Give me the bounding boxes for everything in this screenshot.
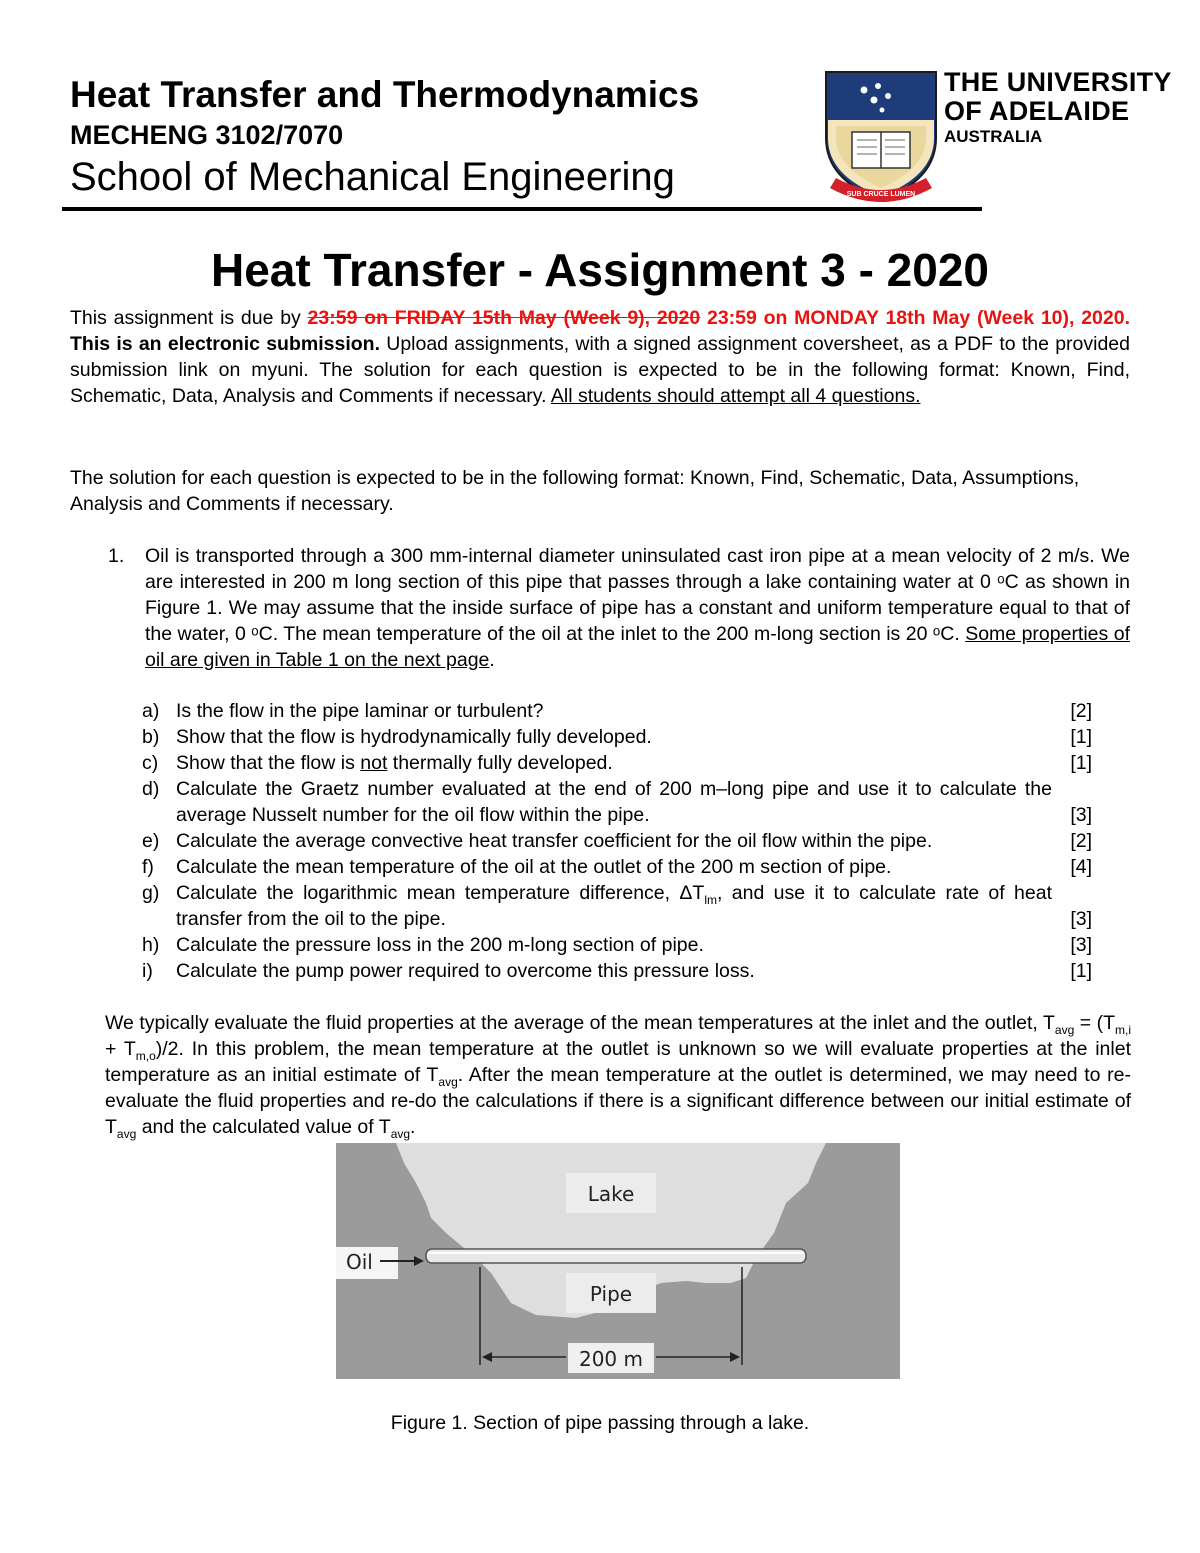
subscript-avg: avg <box>390 1126 411 1141</box>
table-reference: Some properties of oil are given in Table 1 on the next page <box>145 623 1130 671</box>
pipe-label: Pipe <box>589 1282 633 1306</box>
university-wordmark <box>944 68 1172 148</box>
part-marks: [1] <box>1070 960 1092 982</box>
part-letter: f) <box>142 856 154 878</box>
logo-motto: SUB CRUCE LUMEN <box>846 191 916 198</box>
question-1 <box>108 543 1130 673</box>
note-text: We typically evaluate the fluid properties at the average of the mean temperatures at the inlet and the outlet, T <box>105 1012 1055 1034</box>
question-1-end: . <box>489 649 495 671</box>
part-marks: [1] <box>1070 752 1092 774</box>
logo-line-1: THE UNIVERSITY <box>944 67 1172 97</box>
part-marks: [3] <box>1070 804 1092 826</box>
question-1-body: Oil is transported through a 300 mm-internal diameter uninsulated cast iron pipe at a mean velocity of 2 m/s. We are interested in 200 m long section of this pipe that passes through a lake containing water at 0 ᵒC as shown in Figure 1. We may assume that the inside surface of pipe has a constant and uniform temperature equal to that of the water, 0 ᵒC. The mean temperature of the oil at the inlet to the 200 m-long section is 20 ᵒC. <box>145 545 1130 645</box>
part-text: Show that the flow is hydrodynamically fully developed. <box>176 726 652 748</box>
list-item <box>142 932 1092 958</box>
subscript-avg: avg <box>116 1126 137 1141</box>
list-item <box>142 828 1092 854</box>
intro-paragraph <box>70 305 1130 409</box>
part-text: thermally fully developed. <box>387 752 613 774</box>
part-marks: [2] <box>1070 700 1092 722</box>
list-item <box>142 750 1092 776</box>
new-due-date: 23:59 on MONDAY 18th May (Week 10), 2020. <box>700 307 1130 329</box>
pipe <box>426 1249 806 1263</box>
list-item <box>142 698 1092 724</box>
part-marks: [3] <box>1070 908 1092 930</box>
oil-label: Oil <box>346 1250 373 1274</box>
assignment-title: Heat Transfer - Assignment 3 - 2020 <box>210 244 990 296</box>
subscript-avg: avg <box>1054 1022 1075 1037</box>
part-text: Calculate the pressure loss in the 200 m-long section of pipe. <box>176 934 704 956</box>
school-name: School of Mechanical Engineering <box>70 155 675 199</box>
logo-line-3: AUSTRALIA <box>944 127 1043 146</box>
note-text: + T <box>105 1038 136 1060</box>
part-text: Calculate the mean temperature of the oil at the outlet of the 200 m section of pipe. <box>176 856 892 878</box>
note-text: . <box>410 1116 416 1138</box>
note-text: and the calculated value of T <box>136 1116 391 1138</box>
note-text: )/2. In this problem, the mean temperature at the outlet is unknown so we will evaluate properties at the inlet temperature as an initial estimate of T <box>105 1038 1131 1086</box>
lake-pipe-figure <box>336 1143 900 1379</box>
part-text: Calculate the average convective heat transfer coefficient for the oil flow within the pipe. <box>176 830 933 852</box>
note-text: = (T <box>1074 1012 1115 1034</box>
list-item <box>142 776 1092 828</box>
university-crest-logo <box>822 68 940 208</box>
part-letter: g) <box>142 882 160 904</box>
part-letter: d) <box>142 778 160 800</box>
list-item <box>142 724 1092 750</box>
question-number: 1. <box>108 545 125 567</box>
electronic-submission-note: This is an electronic submission. <box>70 333 380 355</box>
subscript-avg: avg <box>438 1074 458 1089</box>
subscript-mo: m,o <box>135 1048 156 1063</box>
part-text: , and use it to calculate rate of heat transfer from the oil to the pipe. <box>176 882 1052 930</box>
attempt-all-note: All students should attempt all 4 questions. <box>550 385 921 407</box>
subscript-mi: m,i <box>1115 1022 1131 1037</box>
question-1-text <box>145 543 1130 673</box>
part-text: Is the flow in the pipe laminar or turbulent? <box>176 700 544 722</box>
course-code: MECHENG 3102/7070 <box>70 120 344 150</box>
note-text: . After the mean temperature at the outlet is determined, we may need to re-evaluate the fluid properties and re-do the calculations if there is a significant difference between our initial estimate of T <box>105 1064 1132 1138</box>
part-text: Calculate the Graetz number evaluated at the end of 200 m–long pipe and use it to calculate the average Nusselt number for the oil flow within the pipe. <box>176 778 1052 826</box>
list-item <box>142 854 1092 880</box>
part-letter: e) <box>142 830 160 852</box>
part-text: Calculate the logarithmic mean temperature difference, ΔT <box>176 882 705 904</box>
list-item <box>142 958 1092 984</box>
part-letter: b) <box>142 726 160 748</box>
part-text-emphasis: not <box>360 752 388 774</box>
part-marks: [3] <box>1070 934 1092 956</box>
course-title: Heat Transfer and Thermodynamics <box>70 74 700 115</box>
part-marks: [2] <box>1070 830 1092 852</box>
format-note: The solution for each question is expected to be in the following format: Known, Find, Schematic, Data, Assumptions, Analysis and Comments if necessary. <box>70 467 1080 515</box>
lake-label: Lake <box>587 1182 635 1206</box>
part-text: Calculate the pump power required to overcome this pressure loss. <box>176 960 755 982</box>
due-prefix: This assignment is due by <box>70 307 308 329</box>
properties-note <box>105 1010 1131 1140</box>
old-due-date: 23:59 on FRIDAY 15th May (Week 9), 2020 <box>307 307 701 329</box>
part-marks: [1] <box>1070 726 1092 748</box>
part-letter: h) <box>142 934 160 956</box>
list-item <box>142 880 1092 932</box>
part-letter: c) <box>142 752 159 774</box>
question-1-parts <box>142 698 1092 984</box>
part-marks: [4] <box>1070 856 1092 878</box>
logo-line-2: OF ADELAIDE <box>944 96 1130 126</box>
length-label: 200 m <box>578 1347 644 1371</box>
part-letter: a) <box>142 700 160 722</box>
part-letter: i) <box>142 960 153 982</box>
part-text: Show that the flow is <box>176 752 361 774</box>
intro-body: Upload assignments, with a signed assignment coversheet, as a PDF to the provided submission link on myuni. The solution for each question is expected to be in the following format: Known, Find, Schematic, Data, Analysis and Comments if necessary. <box>70 333 1130 407</box>
figure-caption: Figure 1. Section of pipe passing through a lake. <box>390 1412 810 1434</box>
part-subscript: lm <box>704 892 718 907</box>
header-rule <box>62 207 982 211</box>
